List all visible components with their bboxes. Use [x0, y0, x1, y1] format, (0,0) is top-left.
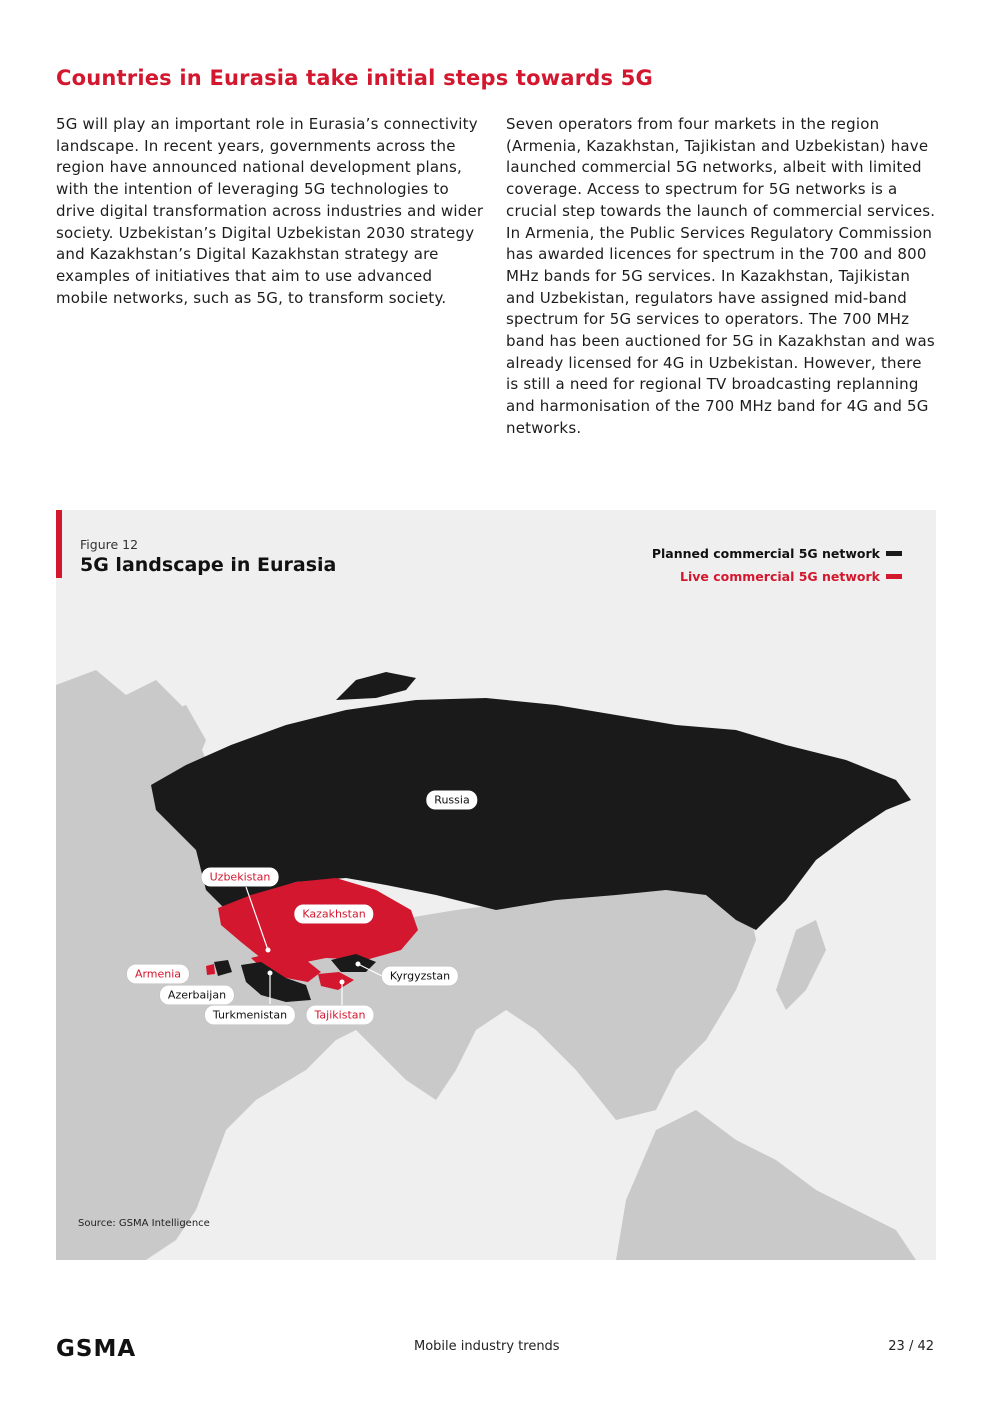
- leader-dot-turkmenistan: [268, 971, 273, 976]
- body-paragraph-left: 5G will play an important role in Eurasia’s connectivity landscape. In recent years, governments across the region have announced national development plans, with the intention of leveraging 5G technologies to drive digital transformation across industries and wider society. Uzbekistan’s Digital Uzbekistan 2030 strategy and Kazakhstan’s Digital Kazakhstan strategy are examples of initiatives that aim to use advanced mobile networks, such as 5G, to transform society.: [56, 115, 484, 307]
- leader-dot-kyrgyzstan: [356, 962, 361, 967]
- figure-source: Source: GSMA Intelligence: [78, 1218, 210, 1229]
- map-label-kyrgyzstan: Kyrgyzstan: [382, 967, 458, 986]
- map-arctic-islands: [336, 672, 416, 700]
- map-label-turkmenistan: Turkmenistan: [205, 1006, 295, 1025]
- figure-title: 5G landscape in Eurasia: [80, 554, 337, 576]
- leader-dot-uzbekistan: [266, 948, 271, 953]
- map-label-kazakhstan: Kazakhstan: [294, 905, 373, 924]
- map-southeast-asia: [616, 1110, 916, 1260]
- footer-page-number: 23 / 42: [888, 1339, 934, 1354]
- section-title: Countries in Eurasia take initial steps towards 5G: [56, 66, 653, 90]
- body-column-right: [506, 114, 938, 440]
- map-label-russia: Russia: [426, 791, 477, 810]
- map-label-uzbekistan: Uzbekistan: [202, 868, 279, 887]
- legend-planned-label: Planned commercial 5G network: [651, 546, 880, 561]
- figure-panel: [56, 510, 936, 1260]
- footer-doc-title: Mobile industry trends: [414, 1339, 560, 1354]
- figure-number: Figure 12: [80, 537, 139, 552]
- body-column-left: [56, 114, 488, 309]
- map-label-azerbaijan: Azerbaijan: [160, 986, 234, 1005]
- legend-live-label: Live commercial 5G network: [680, 569, 880, 584]
- leader-dot-tajikistan: [340, 980, 345, 985]
- body-paragraph-right: Seven operators from four markets in the region (Armenia, Kazakhstan, Tajikistan and Uzbekistan) have launched commercial 5G networks, albeit with limited coverage. Access to spectrum for 5G networks is a crucial step towards the launch of commercial services. In Armenia, the Public Services Regulatory Commission has awarded licences for spectrum in the 700 and 800 MHz bands for 5G services. In Kazakhstan, Tajikistan and Uzbekistan, regulators have assigned mid-band spectrum for 5G services to operators. The 700 MHz band has been auctioned for 5G in Kazakhstan and was already licensed for 4G in Uzbekistan. However, there is still a need for regional TV broadcasting replanning and harmonisation of the 700 MHz band for 4G and 5G networks.: [506, 115, 936, 437]
- map-label-tajikistan: Tajikistan: [307, 1006, 374, 1025]
- eurasia-map: [56, 510, 936, 1260]
- map-japan: [776, 920, 826, 1010]
- gsma-logo: GSMA: [56, 1336, 137, 1362]
- map-label-armenia: Armenia: [127, 965, 189, 984]
